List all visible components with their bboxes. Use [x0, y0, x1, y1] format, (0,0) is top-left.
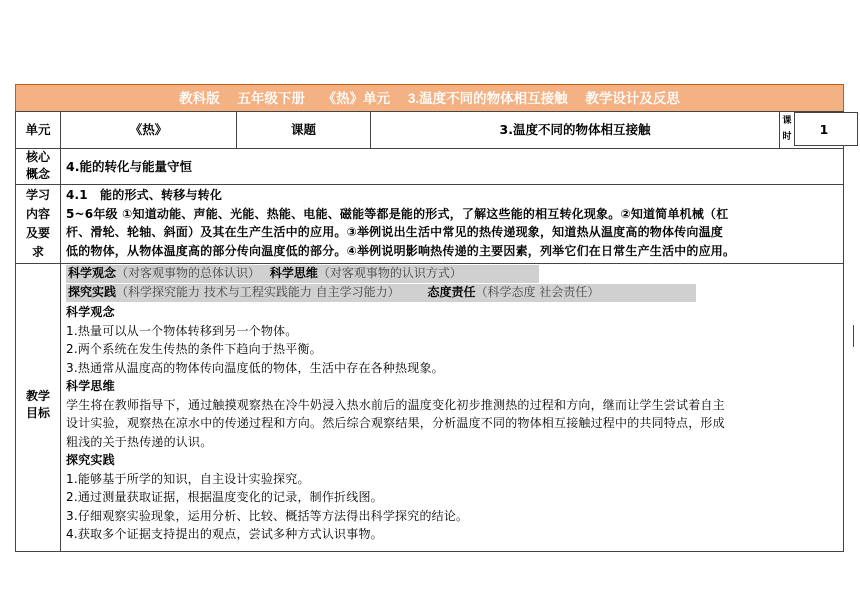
- objective-tags-line1: [68, 265, 462, 282]
- requirements-line: 5~6年级 ①知道动能、声能、光能、热能、电能、磁能等都是能的形式，了解这些能的相互转化现象。②知道简单机械（杠: [66, 206, 729, 221]
- requirements-content: [66, 186, 842, 260]
- banner-lesson: 3.温度不同的物体相互接触: [407, 91, 568, 106]
- banner-publisher: 教科版: [179, 91, 220, 106]
- tag-thinking: 科学思维: [269, 266, 318, 280]
- core-concept-value: 4.能的转化与能量守恒: [66, 159, 192, 174]
- requirements-line: 低的物体，从物体温度高的部分传向温度低的部分。④举例说明影响热传递的主要因素，列举它们在日常生产生活中的应用。: [66, 243, 736, 258]
- table-rule: [843, 111, 844, 552]
- table-rule: [15, 111, 844, 112]
- table-rule: [15, 148, 844, 149]
- practice-item: 4.获取多个证据支持提出的观点，尝试多种方式认识事物。: [66, 527, 383, 541]
- requirements-label: 学习 内容 及要 求: [25, 188, 50, 259]
- core-concept-label: 核心 概念: [25, 150, 50, 181]
- unit-label: 单元: [25, 122, 51, 137]
- tag-attitude-note: （科学态度 社会责任）: [475, 285, 600, 299]
- concept-item: 1.热量可以从一个物体转移到另一个物体。: [66, 323, 298, 338]
- lesson-value: 3.温度不同的物体相互接触: [499, 122, 651, 137]
- concept-item: 3.热通常从温度高的物体传向温度低的物体，生活中存在各种热现象。: [66, 360, 444, 375]
- objective-tags-line2: [68, 284, 599, 301]
- tag-attitude: 态度责任: [427, 285, 476, 299]
- tag-practice-note: （科学探究能力 技术与工程实践能力 自主学习能力）: [116, 285, 400, 299]
- thinking-title: 科学思维: [66, 379, 115, 393]
- objectives-label: 教学 目标: [25, 389, 50, 420]
- concept-title: 科学观念: [66, 305, 115, 319]
- table-rule: [853, 325, 854, 347]
- period-label-top: 课: [782, 116, 792, 126]
- thinking-line: 学生将在教师指导下，通过触摸观察热在冷牛奶浸入热水前后的温度变化初步推测热的过程和方向，继而让学生尝试着自主: [66, 397, 725, 412]
- tag-concept: 科学观念: [68, 266, 117, 280]
- banner-grade: 五年级下册: [237, 91, 305, 106]
- concept-item: 2.两个系统在发生传热的条件下趋向于热平衡。: [66, 342, 322, 356]
- table-rule: [15, 551, 844, 552]
- practice-item: 3.仔细观察实验现象，运用分析、比较、概括等方法得出科学探究的结论。: [66, 508, 469, 523]
- practice-item: 2.通过测量获取证据，根据温度变化的记录，制作折线图。: [66, 490, 383, 504]
- requirements-line: 4.1 能的形式、转移与转化: [66, 188, 223, 202]
- objectives-body: [66, 303, 842, 544]
- banner-unit: 《热》单元: [322, 91, 391, 106]
- requirements-line: 杆、滑轮、轮轴、斜面）及其在生产生活中的应用。③举例说出生活中常见的热传递现象，知道热从温度高的物体传向温度: [66, 225, 723, 239]
- practice-title: 探究实践: [66, 453, 115, 467]
- table-rule: [60, 111, 61, 552]
- table-rule: [15, 184, 844, 185]
- thinking-line: 粗浅的关于热传递的认识。: [66, 434, 213, 449]
- practice-item: 1.能够基于所学的知识，自主设计实验探究。: [66, 471, 310, 486]
- period-label-bottom: 时: [782, 132, 792, 142]
- thinking-line: 设计实验，观察热在凉水中的传递过程和方向。然后综合观察结果，分析温度不同的物体相互接触过程中的共同特点，形成: [66, 416, 725, 430]
- period-value: 1: [819, 122, 829, 137]
- tag-practice: 探究实践: [68, 285, 117, 299]
- tag-thinking-note: （对客观事物的认识方式）: [317, 266, 462, 280]
- table-rule: [15, 263, 844, 264]
- unit-value: 《热》: [129, 122, 168, 137]
- period-label: [780, 113, 794, 145]
- lesson-label: 课题: [290, 122, 316, 137]
- banner-doc-type: 教学设计及反思: [585, 91, 680, 106]
- title-banner: [15, 84, 844, 112]
- tag-concept-note: （对客观事物的总体认识）: [116, 266, 261, 280]
